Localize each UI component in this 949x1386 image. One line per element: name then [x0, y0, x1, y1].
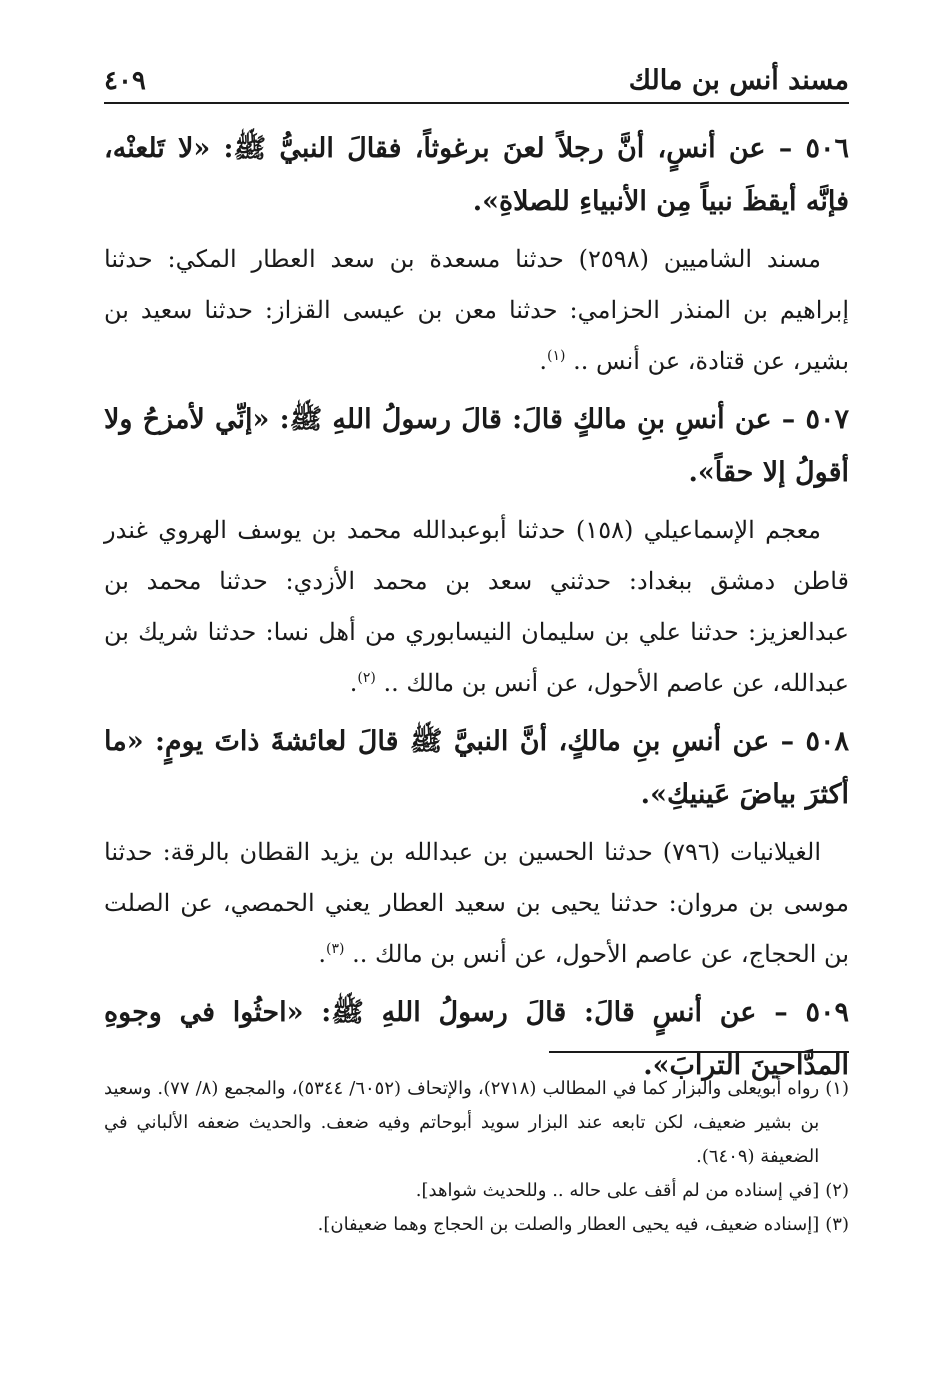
hadith-text: عن أنسٍ، أنَّ رجلاً لعنَ برغوثاً، فقالَ النبيُّ ﷺ: «لا تَلعنْه، فإنَّه أيقظَ نبياً مِن الأنبياءِ للصلاةِ».	[104, 133, 849, 217]
hadith-number: ٥٠٦	[805, 133, 849, 164]
page-number: ٤٠٩	[104, 66, 146, 96]
footnotes	[104, 1072, 849, 1242]
footnote-text: [في إسناده من لم أقف على حاله .. وللحديث شواهد].	[415, 1180, 820, 1201]
footnote-number: (٢)	[825, 1180, 849, 1201]
source-text: معجم الإسماعيلي (١٥٨) حدثنا أبوعبدالله محمد بن يوسف الهروي غندر قاطن دمشق ببغداد: حدثني سعد بن محمد الأزدي: حدثنا محمد بن عبدالعزيز: حدثنا علي بن سليمان النيسابوري من أهل نسا: حدثنا شريك بن عبدالله، عن عاصم الأحول، عن أنس بن مالك ..	[104, 516, 849, 697]
hadith-507-source: معجم الإسماعيلي (١٥٨) حدثنا أبوعبدالله محمد بن يوسف الهروي غندر قاطن دمشق ببغداد: حدثني سعد بن محمد الأزدي: حدثنا محمد بن عبدالعزيز: حدثنا علي بن سليمان النيسابوري من أهل نسا: حدثنا شريك بن عبدالله، عن عاصم الأحول، عن أنس بن مالك .. $^{(٢)}$.	[104, 516, 849, 697]
footnote-text: رواه أبويعلى والبزار كما في المطالب (٢٧١٨)، والإتحاف (٦٠٥٢/ ٥٣٤٤)، والمجمع (٨/ ٧٧). وسعيد بن بشير ضعيف، لكن تابعه عند البزار سويد أبوحاتم وفيه ضعف. والحديث ضعفه الألباني في الضعيفة (٦٤٠٩).	[104, 1078, 820, 1167]
footnote-divider	[549, 1051, 849, 1053]
main-text	[104, 122, 849, 1098]
footnote-1	[104, 1072, 849, 1174]
hadith-text: عن أنسِ بنِ مالكٍ، أنَّ النبيَّ ﷺ قالَ لعائشةَ ذاتَ يومٍ: «ما أكثرَ بياضَ عَينيكِ».	[104, 726, 849, 810]
footnote-text: [إسناده ضعيف، فيه يحيى العطار والصلت بن الحجاج وهما ضعيفان].	[317, 1214, 820, 1235]
source-text: الغيلانيات (٧٩٦) حدثنا الحسين بن عبدالله بن يزيد القطان بالرقة: حدثنا موسى بن مروان: حدثنا يحيى بن سعيد العطار يعني الحمصي، عن الصلت بن الحجاج، عن عاصم الأحول، عن أنس بن مالك ..	[104, 838, 849, 968]
footnote-2	[104, 1174, 849, 1208]
footnote-number: (١)	[825, 1078, 849, 1099]
hadith-506: ٥٠٦ – عن أنسٍ، أنَّ رجلاً لعنَ برغوثاً، فقالَ النبيُّ ﷺ: «لا تَلعنْه، فإنَّه أيقظَ نبياً مِن الأنبياءِ للصلاةِ».	[104, 133, 849, 217]
page-header	[104, 64, 849, 104]
hadith-509: ٥٠٩ – عن أنسٍ قالَ: قالَ رسولُ اللهِ ﷺ: «احثُوا في وجوهِ المدَّاحينَ الترابَ».	[104, 997, 849, 1081]
hadith-508: ٥٠٨ – عن أنسِ بنِ مالكٍ، أنَّ النبيَّ ﷺ قالَ لعائشةَ ذاتَ يومٍ: «ما أكثرَ بياضَ عَينيكِ».	[104, 726, 849, 810]
footnote-ref: (١)	[547, 348, 566, 364]
footnote-ref: (٢)	[357, 670, 376, 686]
hadith-number: ٥٠٨	[805, 726, 849, 757]
footnote-ref: (٣)	[325, 941, 345, 957]
footnote-3	[104, 1208, 849, 1242]
hadith-506-source: مسند الشاميين (٢٥٩٨) حدثنا مسعدة بن سعد العطار المكي: حدثنا إبراهيم بن المنذر الحزامي: حدثنا معن بن عيسى القزاز: حدثنا سعيد بن بشير، عن قتادة، عن أنس .. $^{(١)}$.	[104, 245, 849, 375]
running-title: مسند أنس بن مالك	[628, 65, 849, 96]
hadith-507: ٥٠٧ – عن أنسِ بنِ مالكٍ قالَ: قالَ رسولُ اللهِ ﷺ: «إنِّي لأمزحُ ولا أقولُ إلا حقاً».	[104, 404, 849, 488]
hadith-number: ٥٠٧	[805, 404, 849, 435]
source-text: مسند الشاميين (٢٥٩٨) حدثنا مسعدة بن سعد العطار المكي: حدثنا إبراهيم بن المنذر الحزامي: حدثنا معن بن عيسى القزاز: حدثنا سعيد بن بشير، عن قتادة، عن أنس ..	[104, 245, 849, 375]
hadith-508-source: الغيلانيات (٧٩٦) حدثنا الحسين بن عبدالله بن يزيد القطان بالرقة: حدثنا موسى بن مروان: حدثنا يحيى بن سعيد العطار يعني الحمصي، عن الصلت بن الحجاج، عن عاصم الأحول، عن أنس بن مالك .. $^{(٣)}$.	[104, 838, 849, 968]
hadith-number: ٥٠٩	[805, 997, 849, 1028]
footnote-number: (٣)	[825, 1214, 849, 1235]
hadith-text: عن أنسٍ قالَ: قالَ رسولُ اللهِ ﷺ: «احثُوا في وجوهِ المدَّاحينَ الترابَ».	[104, 997, 849, 1081]
hadith-text: عن أنسِ بنِ مالكٍ قالَ: قالَ رسولُ اللهِ ﷺ: «إنِّي لأمزحُ ولا أقولُ إلا حقاً».	[104, 404, 849, 488]
